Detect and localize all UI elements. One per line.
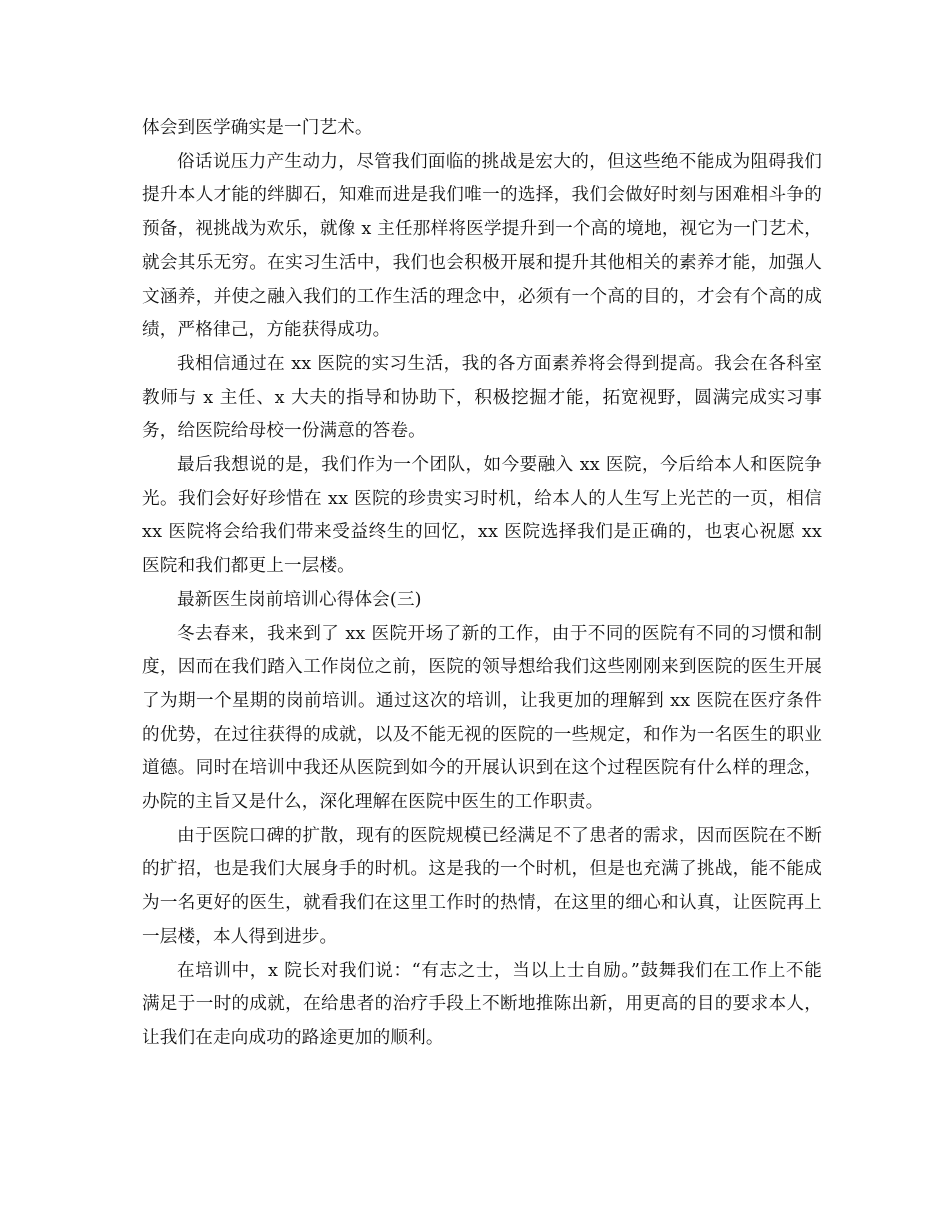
- section-heading: 最新医生岗前培训心得体会(三): [177, 589, 422, 610]
- document-body: [142, 112, 822, 1056]
- paragraph-new-job-training: 冬去春来，我来到了 xx 医院开场了新的工作，由于不同的医院有不同的习惯和制度，因而在我们踏入工作岗位之前，医院的领导想给我们这些刚刚来到医院的医生开展了为期一个星期的岗前培训。通过这次的培训，让我更加的理解到 xx 医院在医疗条件的优势，在过往获得的成就，以及不能无视的医院的一些规定，和作为一名医生的职业道德。同时在培训中我还从医院到如今的开展认识到在这个过程医院有什么样的理念，办院的主旨又是什么，深化理解在医院中医生的工作职责。: [142, 623, 822, 813]
- paragraph-hospital-expansion: 由于医院口碑的扩散，现有的医院规模已经满足不了患者的需求，因而医院在不断的扩招，也是我们大展身手的时机。这是我的一个时机，但是也充满了挑战，能不能成为一名更好的医生，就看我们在这里工作时的热情，在这里的细心和认真，让医院再上一层楼，本人得到进步。: [142, 825, 822, 947]
- paragraph-team-closing: 最后我想说的是，我们作为一个团队，如今要融入 xx 医院，今后给本人和医院争光。我们会好好珍惜在 xx 医院的珍贵实习时机，给本人的人生写上光芒的一页，相信 xx 医院将会给我们带来受益终生的回忆，xx 医院选择我们是正确的，也衷心祝愿 xx 医院和我们都更上一层楼。: [142, 455, 822, 577]
- paragraph-internship-belief: 我相信通过在 xx 医院的实习生活，我的各方面素养将会得到提高。我会在各科室教师与 x 主任、x 大夫的指导和协助下，积极挖掘才能，拓宽视野，圆满完成实习事务，给医院给母校一份满意的答卷。: [142, 353, 822, 442]
- paragraph-pressure-motivation: 俗话说压力产生动力，尽管我们面临的挑战是宏大的，但这些绝不能成为阻碍我们提升本人才能的绊脚石，知难而进是我们唯一的选择，我们会做好时刻与困难相斗争的预备，视挑战为欢乐，就像 x 主任那样将医学提升到一个高的境地，视它为一门艺术，就会其乐无穷。在实习生活中，我们也会积极开展和提升其他相关的素养才能，加强人文涵养，并使之融入我们的工作生活的理念中，必须有一个高的目的，才会有个高的成绩，严格律己，方能获得成功。: [142, 151, 822, 341]
- paragraph-director-quote: 在培训中，x 院长对我们说：“有志之士，当以上士自励。”鼓舞我们在工作上不能满足于一时的成就，在给患者的治疗手段上不断地推陈出新，用更高的目的要求本人，让我们在走向成功的路途更加的顺利。: [142, 960, 822, 1048]
- paragraph-continuation: 体会到医学确实是一门艺术。: [142, 118, 373, 138]
